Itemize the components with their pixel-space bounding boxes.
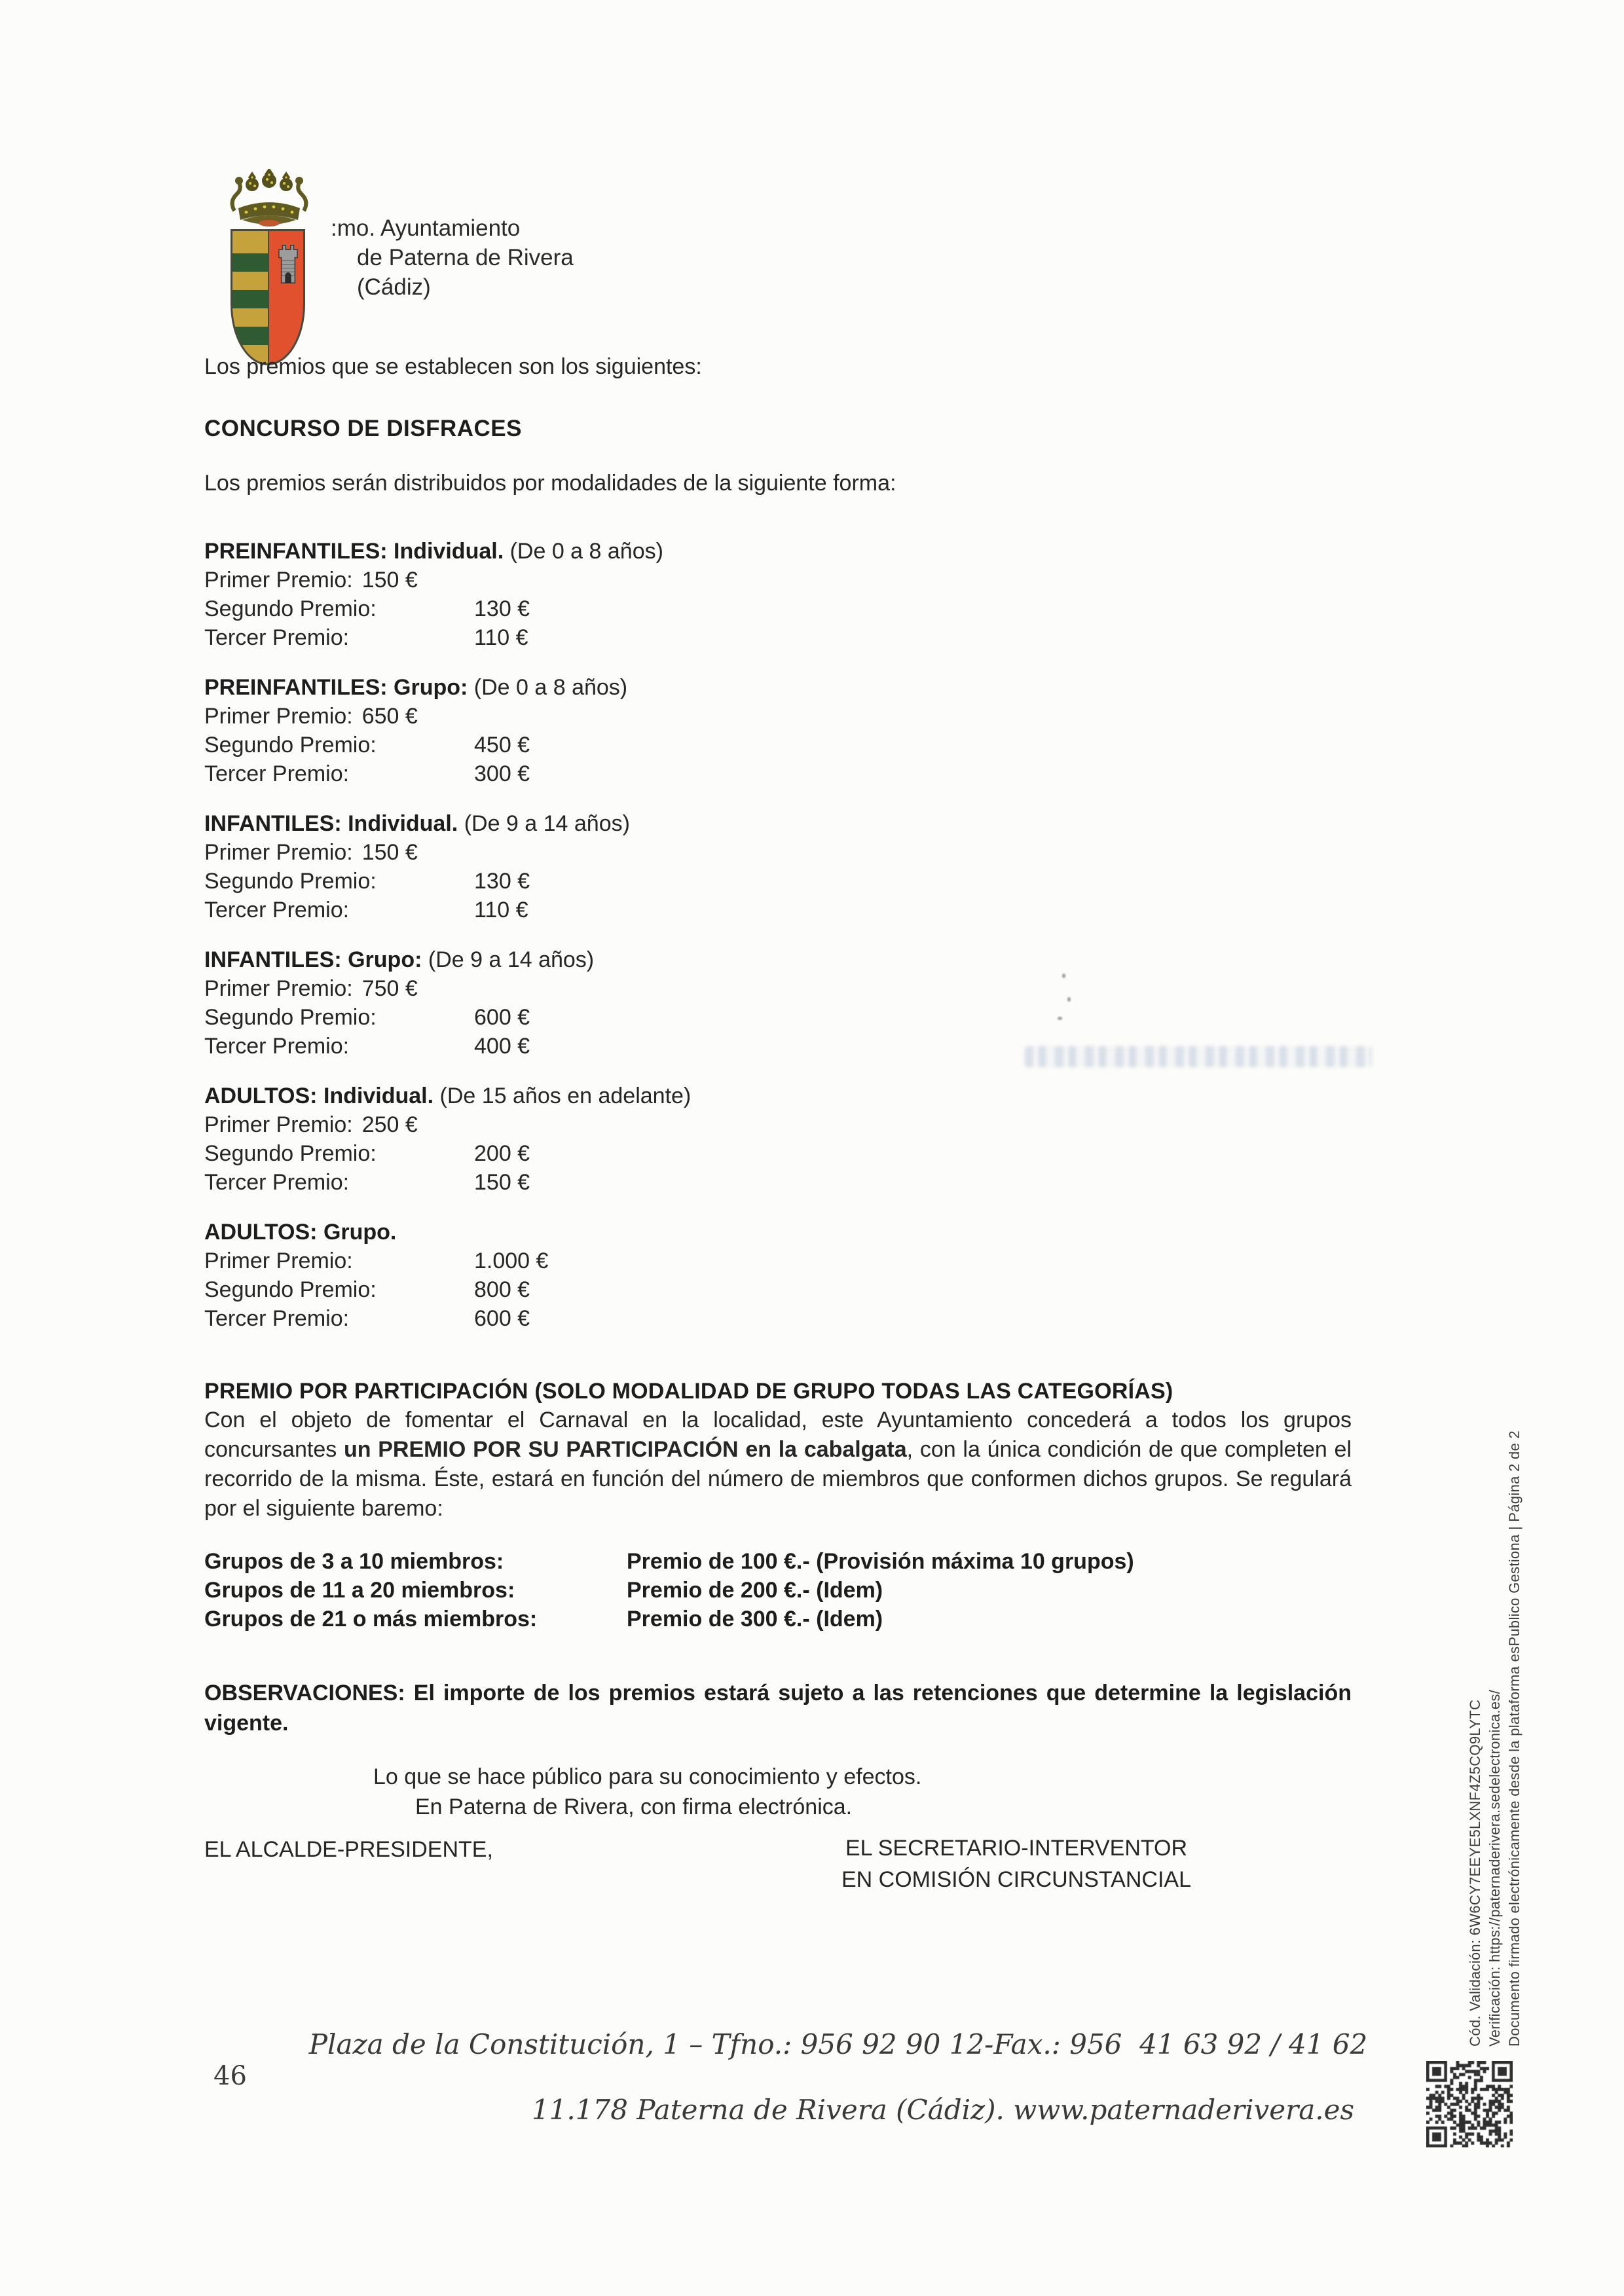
- participation-text-post: , con la única condición de que completen el recorrido de la misma. Éste, estará en función del número de miembros que conformen dichos grupos. Se regulará por el siguiente baremo:: [204, 1437, 1352, 1521]
- prize-rank-label: Primer Premio:: [204, 704, 353, 729]
- prize-line: [204, 731, 1352, 759]
- prize-amount: 110 €: [474, 898, 528, 922]
- prize-section: [204, 809, 1352, 924]
- ayuntamiento-coat-of-arms: [228, 169, 313, 372]
- prize-amount: 750 €: [361, 976, 418, 1001]
- prize-line: [204, 1003, 1352, 1032]
- prize-section: [204, 1082, 1352, 1197]
- prize-rank-label: Segundo Premio:: [204, 1277, 377, 1302]
- prize-section-age-range: (De 9 a 14 años): [464, 811, 630, 836]
- scan-speck: [1062, 974, 1065, 978]
- prize-section: [204, 945, 1352, 1061]
- org-line-2: de Paterna de Rivera: [357, 245, 574, 270]
- prize-amount: 600 €: [474, 1005, 530, 1030]
- prize-amount: 250 €: [361, 1112, 418, 1137]
- prize-rank-label: Tercer Premio:: [204, 1306, 350, 1331]
- prize-section-heading: [204, 537, 1352, 566]
- qr-code: [1426, 2061, 1513, 2147]
- closing-line-1: Lo que se hace público para su conocimiento y efectos.: [373, 1764, 922, 1789]
- prize-line: [204, 838, 1352, 867]
- closing-line-2: En Paterna de Rivera, con firma electrónica.: [415, 1795, 853, 1819]
- prize-amount: 400 €: [474, 1034, 530, 1059]
- shield-field: [269, 231, 305, 363]
- observations: [204, 1678, 1352, 1738]
- prize-rank-label: Primer Premio:: [204, 568, 353, 592]
- prize-rank-label: Segundo Premio:: [204, 596, 377, 621]
- prize-amount: 130 €: [474, 869, 530, 894]
- prize-amount: 800 €: [474, 1277, 530, 1302]
- prize-amount: 650 €: [361, 704, 418, 729]
- prize-line: [204, 867, 1352, 896]
- prize-section-title: ADULTOS: Grupo.: [204, 1220, 397, 1245]
- verification-url: Verificación: https://paternaderivera.sedelectronica.es/: [1486, 1689, 1503, 2047]
- prize-amount: 110 €: [474, 625, 528, 650]
- scale-row: [204, 1576, 1352, 1605]
- signature-secretary-line-1: EL SECRETARIO-INTERVENTOR: [845, 1836, 1188, 1861]
- prize-section-age-range: (De 9 a 14 años): [428, 947, 595, 972]
- participation-scale: [204, 1547, 1352, 1633]
- participation-text-pre: Con el objeto de fomentar el Carnaval en la localidad, este Ayuntamiento concederá a todos los grupos concursantes: [204, 1408, 1352, 1462]
- prize-section-title: INFANTILES: Grupo:: [204, 947, 422, 972]
- group-prize-value: Premio de 200 €.- (Idem): [627, 1578, 883, 1603]
- group-prize-value: Premio de 300 €.- (Idem): [627, 1607, 883, 1631]
- prize-line: [204, 759, 1352, 788]
- prize-line: [204, 702, 1352, 731]
- prize-sections: [204, 537, 1352, 1333]
- prize-section-title: PREINFANTILES: Individual.: [204, 539, 504, 564]
- document-body: [204, 352, 1352, 1918]
- signature-platform-note: Documento firmado electrónicamente desde la plataforma esPublico Gestiona | Página 2 de 2: [1506, 1430, 1522, 2047]
- prize-amount: 1.000 €: [474, 1248, 549, 1273]
- scale-row: [204, 1605, 1352, 1633]
- prize-amount: 300 €: [474, 761, 530, 786]
- prize-line: [204, 1139, 1352, 1168]
- prize-line: [204, 594, 1352, 623]
- validation-code: Cód. Validación: 6W6CY7EEYE5LXNF4Z5CQ9LYTC: [1467, 1699, 1483, 2047]
- signature-secretary: [750, 1832, 1282, 1895]
- participation-block: [204, 1377, 1352, 1523]
- prize-amount: 150 €: [361, 840, 418, 865]
- group-size-label: Grupos de 3 a 10 miembros:: [204, 1549, 504, 1574]
- tower-icon: [278, 243, 299, 283]
- shield-stripes: [232, 231, 269, 363]
- prize-rank-label: Segundo Premio:: [204, 733, 377, 757]
- prize-section-age-range: (De 0 a 8 años): [473, 675, 628, 700]
- prize-line: [204, 974, 1352, 1003]
- org-header: [331, 213, 574, 302]
- closing-block: [204, 1762, 1352, 1822]
- observations-label: OBSERVACIONES:: [204, 1681, 405, 1705]
- prize-amount: 600 €: [474, 1306, 530, 1331]
- prize-section: [204, 1218, 1352, 1333]
- prize-line: [204, 1168, 1352, 1197]
- prize-rank-label: Primer Premio:: [204, 1248, 353, 1273]
- group-prize-value: Premio de 100 €.- (Provisión máxima 10 grupos): [627, 1549, 1134, 1574]
- prize-section-title: ADULTOS: Individual.: [204, 1084, 434, 1108]
- prize-section-title: PREINFANTILES: Grupo:: [204, 675, 468, 700]
- prize-amount: 200 €: [474, 1141, 530, 1166]
- prize-rank-label: Tercer Premio:: [204, 761, 350, 786]
- org-line-1: :mo. Ayuntamiento: [331, 215, 521, 241]
- prize-section-heading: [204, 1218, 1352, 1247]
- prize-rank-label: Segundo Premio:: [204, 869, 377, 894]
- prize-amount: 150 €: [361, 568, 418, 592]
- prize-amount: 450 €: [474, 733, 530, 757]
- org-line-3: (Cádiz): [357, 274, 431, 300]
- prize-line: [204, 896, 1352, 924]
- scan-speck: [1067, 997, 1071, 1002]
- prize-section-title: INFANTILES: Individual.: [204, 811, 458, 836]
- prize-rank-label: Tercer Premio:: [204, 898, 350, 922]
- participation-text-bold: un PREMIO POR SU PARTICIPACIÓN en la cabalgata: [343, 1437, 907, 1462]
- prize-rank-label: Tercer Premio:: [204, 625, 350, 650]
- prize-section-heading: [204, 673, 1352, 702]
- prize-rank-label: Segundo Premio:: [204, 1005, 377, 1030]
- prize-rank-label: Tercer Premio:: [204, 1170, 350, 1195]
- prize-section-heading: [204, 1082, 1352, 1110]
- observations-text: El importe de los premios estará sujeto a las retenciones que determine la legislación vigente.: [204, 1681, 1352, 1736]
- prize-rank-label: Primer Premio:: [204, 1112, 353, 1137]
- prize-line: [204, 1247, 1352, 1275]
- page-number: 46: [213, 2061, 247, 2091]
- prize-line: [204, 1304, 1352, 1333]
- prize-section-age-range: (De 0 a 8 años): [509, 539, 663, 564]
- crown-icon: [228, 169, 310, 230]
- signature-mayor: EL ALCALDE-PRESIDENTE,: [204, 1837, 493, 1862]
- footer-address: Plaza de la Constitución, 1 – Tfno.: 956 92 90 12-Fax.: 956 41 63 92 / 41 62: [308, 2028, 1368, 2060]
- prize-section: [204, 673, 1352, 788]
- validation-sidebar: [1466, 1392, 1528, 2047]
- prize-section: [204, 537, 1352, 652]
- scale-row: [204, 1547, 1352, 1576]
- prize-amount: 130 €: [474, 596, 530, 621]
- prize-section-age-range: (De 15 años en adelante): [439, 1084, 692, 1108]
- prize-amount: 150 €: [474, 1170, 530, 1195]
- group-size-label: Grupos de 21 o más miembros:: [204, 1607, 538, 1631]
- scan-speck: [1058, 1017, 1062, 1020]
- prize-line: [204, 1275, 1352, 1304]
- prize-line: [204, 1110, 1352, 1139]
- shield-icon: [231, 229, 305, 365]
- prize-rank-label: Tercer Premio:: [204, 1034, 350, 1059]
- scan-ghost-artifact: [1025, 1046, 1372, 1067]
- group-size-label: Grupos de 11 a 20 miembros:: [204, 1578, 515, 1603]
- prize-rank-label: Primer Premio:: [204, 976, 353, 1001]
- signature-secretary-line-2: EN COMISIÓN CIRCUNSTANCIAL: [841, 1867, 1191, 1892]
- prize-line: [204, 623, 1352, 652]
- prize-section-heading: [204, 809, 1352, 838]
- contest-title: CONCURSO DE DISFRACES: [204, 416, 522, 441]
- prize-line: [204, 566, 1352, 594]
- prize-rank-label: Primer Premio:: [204, 840, 353, 865]
- signature-block: [204, 1832, 1352, 1918]
- intro-line-2: Los premios serán distribuidos por modalidades de la siguiente forma:: [204, 471, 896, 496]
- footer-locality-url: 11.178 Paterna de Rivera (Cádiz). www.paternaderivera.es: [531, 2094, 1355, 2126]
- prize-section-heading: [204, 945, 1352, 974]
- prize-rank-label: Segundo Premio:: [204, 1141, 377, 1166]
- intro-line: Los premios que se establecen son los siguientes:: [204, 354, 702, 379]
- participation-title: PREMIO POR PARTICIPACIÓN (SOLO MODALIDAD DE GRUPO TODAS LAS CATEGORÍAS): [204, 1379, 1173, 1404]
- participation-paragraph: [204, 1406, 1352, 1523]
